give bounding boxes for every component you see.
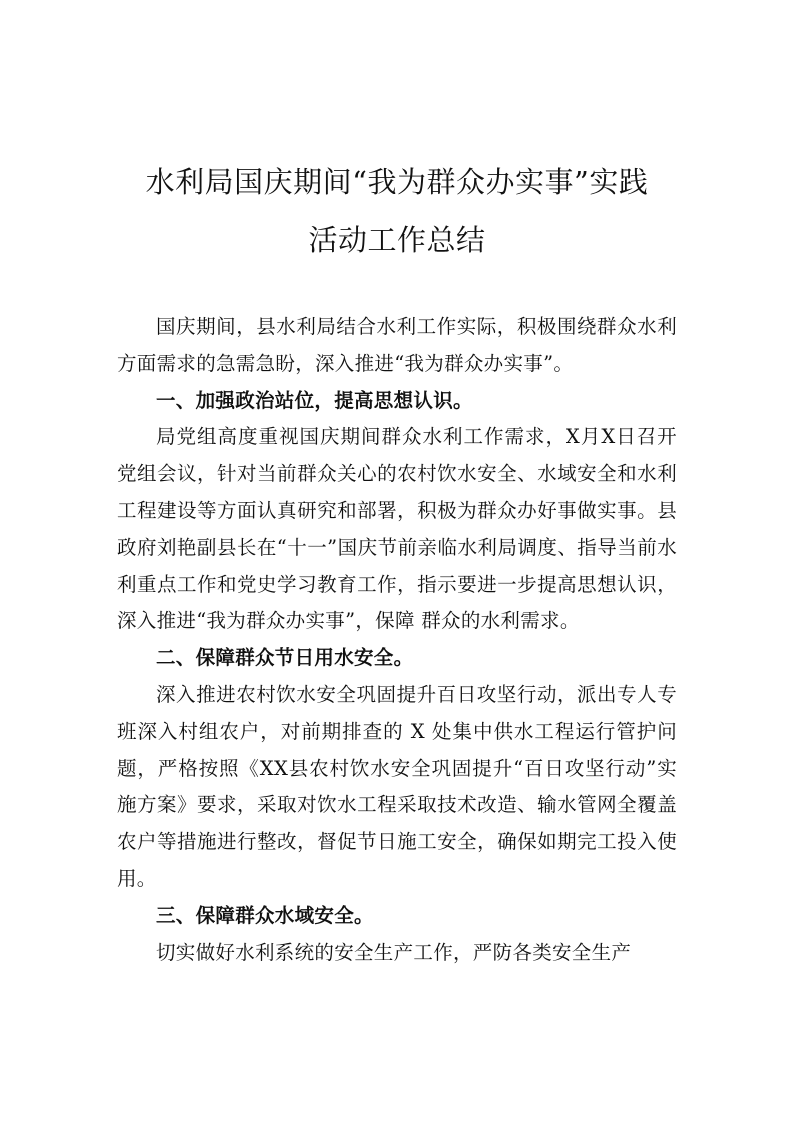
document-title-line-1: 水利局国庆期间“我为群众办实事”实践 (145, 165, 649, 199)
document-body (117, 309, 677, 971)
section-paragraph-3: 切实做好水利系统的安全生产工作，严防各类安全生产 (156, 940, 632, 964)
section-paragraph-2: 深入推进农村饮水安全巩固提升百日攻坚行动，派出专人专班深入村组农户，对前期排查的 X 处集中供水工程运行管护问题，严格按照《XX县农村饮水安全巩固提升“百日攻坚行动”实施方案》要求，采取对饮水工程采取技术改造、输水管网全覆盖农户等措施进行整改，督促节日施工安全，确保如期完工投入使用。 (117, 682, 677, 890)
intro-paragraph: 国庆期间，县水利局结合水利工作实际，积极围绕群众水利方面需求的急需急盼，深入推进“我为群众办实事”。 (117, 315, 677, 375)
section-heading-2: 二、保障群众节日用水安全。 (156, 646, 414, 670)
section-paragraph-1: 局党组高度重视国庆期间群众水利工作需求，X月X日召开党组会议，针对当前群众关心的农村饮水安全、水域安全和水利工程建设等方面认真研究和部署，积极为群众办好事做实事。县政府刘艳副县长在“十一”国庆节前亲临水利局调度、指导当前水利重点工作和党史学习教育工作，指示要进一步提高思想认识，深入推进“我为群众办实事”，保障 群众的水利需求。 (117, 425, 677, 633)
document-title-line-2: 活动工作总结 (308, 223, 486, 257)
section-heading-3: 三、保障群众水域安全。 (156, 903, 374, 927)
section-heading-1: 一、加强政治站位，提高思想认识。 (156, 388, 473, 412)
